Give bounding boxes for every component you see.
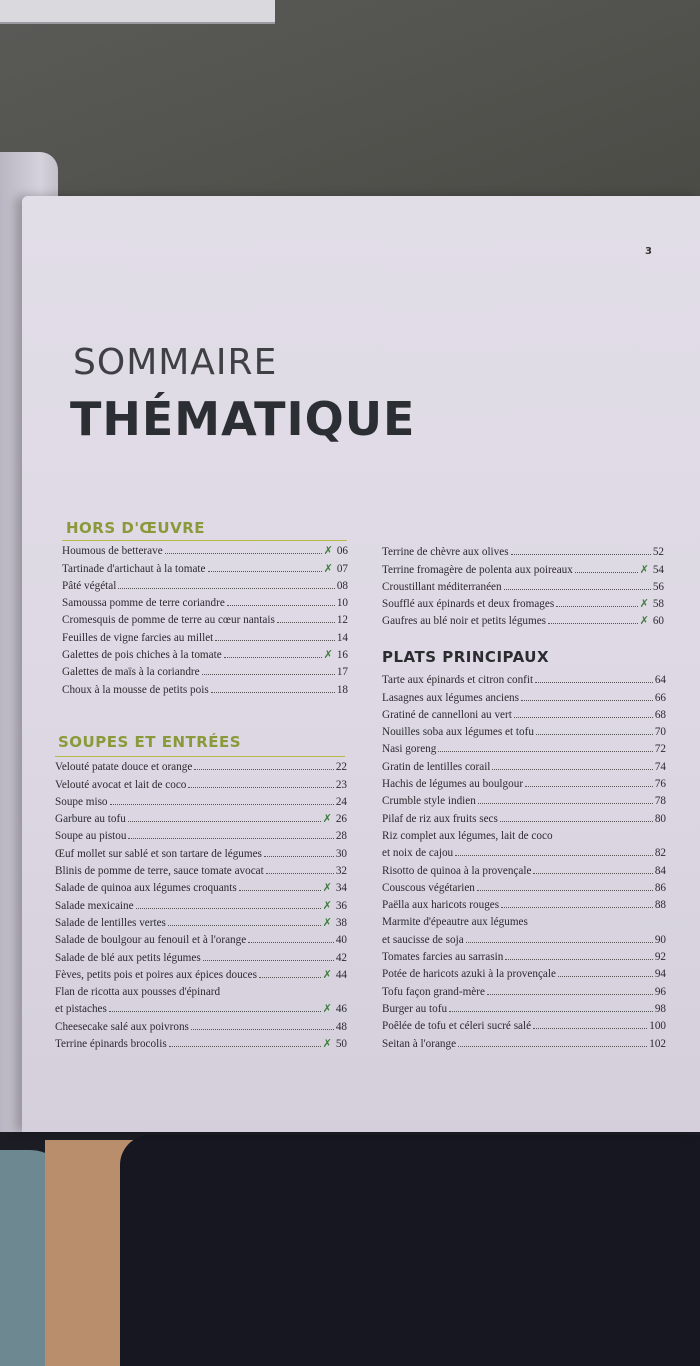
recipe-name: Gratiné de cannelloni au vert xyxy=(382,708,512,721)
page-ref: 78 xyxy=(654,795,666,808)
dot-leader xyxy=(188,787,333,788)
toc-entry xyxy=(382,946,666,963)
recipe-name: Seitan à l'orange xyxy=(382,1037,457,1050)
toc-entry xyxy=(382,704,666,721)
toc-entry xyxy=(55,842,347,859)
toc-list-plats xyxy=(382,669,666,1050)
dot-leader xyxy=(492,769,652,770)
dot-leader xyxy=(455,855,653,856)
page-ref: 26 xyxy=(335,813,347,826)
page-ref: 58 xyxy=(652,598,664,611)
dot-leader xyxy=(215,640,335,641)
recipe-name: Salade de boulgour au fenouil et à l'orange xyxy=(55,934,247,947)
recipe-name: Soupe miso xyxy=(55,795,108,808)
toc-entry xyxy=(382,593,664,610)
recipe-name: Tofu façon grand-mère xyxy=(382,985,485,998)
page-ref: 17 xyxy=(336,666,348,679)
toc-entry xyxy=(382,998,666,1015)
dot-leader xyxy=(248,942,334,943)
section-heading-plats: PLATS PRINCIPAUX xyxy=(382,648,550,666)
page-ref: 44 xyxy=(335,968,347,981)
toc-entry xyxy=(382,1015,666,1032)
page-ref: 60 xyxy=(652,615,664,628)
recipe-name: Soufflé aux épinards et deux fromages xyxy=(382,598,555,611)
recipe-name: Pâté végétal xyxy=(62,579,117,592)
page-ref: 84 xyxy=(654,864,666,877)
recipe-name: Terrine épinards brocolis xyxy=(55,1038,167,1051)
recipe-name: Salade de lentilles vertes xyxy=(55,916,166,929)
toc-entry xyxy=(382,755,666,772)
recipe-name: Terrine de chèvre aux olives xyxy=(382,546,509,559)
page-ref: 98 xyxy=(654,1002,666,1015)
page-ref: 86 xyxy=(654,881,666,894)
toc-entry xyxy=(55,808,347,825)
recipe-name: Garbure au tofu xyxy=(55,813,126,826)
toc-entry xyxy=(382,1032,666,1049)
page-ref: 40 xyxy=(335,934,347,947)
page-ref: 32 xyxy=(335,865,347,878)
page-ref: 74 xyxy=(654,760,666,773)
toc-entry xyxy=(62,661,348,678)
background-paper xyxy=(0,0,275,24)
dot-leader xyxy=(194,769,334,770)
dot-leader xyxy=(533,1028,647,1029)
recipe-name: Nouilles soba aux légumes et tofu xyxy=(382,726,534,739)
toc-entry xyxy=(62,540,348,557)
recipe-name: Samoussa pomme de terre coriandre xyxy=(62,597,225,610)
dot-leader xyxy=(202,674,335,675)
check-mark-icon: ✗ xyxy=(322,967,332,981)
toc-entry xyxy=(382,610,664,627)
page-ref: 96 xyxy=(654,985,666,998)
toc-entry xyxy=(55,912,347,929)
toc-entry xyxy=(62,592,348,609)
toc-entry xyxy=(382,576,664,593)
page-ref: 30 xyxy=(335,847,347,860)
toc-entry xyxy=(55,929,347,946)
dot-leader xyxy=(504,589,651,590)
dot-leader xyxy=(109,1011,321,1012)
recipe-name: et saucisse de soja xyxy=(382,933,464,946)
toc-entry xyxy=(382,859,666,876)
recipe-name: Potée de haricots azuki à la provençale xyxy=(382,968,556,981)
page-ref: 12 xyxy=(336,614,348,627)
check-mark-icon: ✗ xyxy=(639,614,649,628)
dot-leader xyxy=(191,1029,334,1030)
dot-leader xyxy=(208,571,322,572)
page-ref: 08 xyxy=(336,579,348,592)
check-mark-icon: ✗ xyxy=(322,812,332,826)
toc-entry xyxy=(55,860,347,877)
recipe-name: Riz complet aux légumes, lait de coco xyxy=(382,829,553,842)
page-ref: 16 xyxy=(336,649,348,662)
page-ref: 48 xyxy=(335,1020,347,1033)
recipe-name: Terrine fromagère de polenta aux poireaux xyxy=(382,563,573,576)
recipe-name: et pistaches xyxy=(55,1003,107,1016)
dot-leader xyxy=(118,588,334,589)
page-ref: 34 xyxy=(335,882,347,895)
toc-entry xyxy=(382,669,666,686)
page-ref: 06 xyxy=(336,545,348,558)
toc-entry xyxy=(55,877,347,894)
recipe-name: Flan de ricotta aux pousses d'épinard xyxy=(55,986,221,999)
dot-leader xyxy=(168,925,321,926)
dot-leader xyxy=(505,959,653,960)
recipe-name: Œuf mollet sur sablé et son tartare de légumes xyxy=(55,847,262,860)
recipe-name: Poêlée de tofu et céleri sucré salé xyxy=(382,1020,532,1033)
page-ref: 70 xyxy=(654,726,666,739)
recipe-name: Salade mexicaine xyxy=(55,899,134,912)
toc-entry xyxy=(382,928,666,945)
recipe-name: Pilaf de riz aux fruits secs xyxy=(382,812,498,825)
toc-entry xyxy=(55,981,347,998)
recipe-name: Salade de quinoa aux légumes croquants xyxy=(55,882,237,895)
toc-entry xyxy=(382,558,664,575)
dot-leader xyxy=(466,942,653,943)
dot-leader xyxy=(511,554,651,555)
dot-leader xyxy=(438,751,652,752)
dot-leader xyxy=(500,821,653,822)
recipe-name: Houmous de betterave xyxy=(62,545,163,558)
dot-leader xyxy=(533,873,652,874)
page-ref: 52 xyxy=(652,546,664,559)
toc-entry xyxy=(382,877,666,894)
page-ref: 22 xyxy=(335,761,347,774)
page-ref: 42 xyxy=(335,951,347,964)
recipe-name: et noix de cajou xyxy=(382,847,454,860)
dot-leader xyxy=(558,976,653,977)
page-ref: 14 xyxy=(336,631,348,644)
dot-leader xyxy=(211,692,335,693)
dot-leader xyxy=(477,890,653,891)
page-ref: 94 xyxy=(654,968,666,981)
page-ref: 23 xyxy=(335,778,347,791)
check-mark-icon: ✗ xyxy=(639,597,649,611)
toc-entry xyxy=(62,626,348,643)
dot-leader xyxy=(556,606,637,607)
recipe-name: Choux à la mousse de petits pois xyxy=(62,683,209,696)
recipe-name: Marmite d'épeautre aux légumes xyxy=(382,916,528,929)
dot-leader xyxy=(536,734,653,735)
toc-entry xyxy=(55,773,347,790)
dot-leader xyxy=(458,1046,647,1047)
recipe-name: Cromesquis de pomme de terre au cœur nantais xyxy=(62,614,275,627)
toc-entry xyxy=(382,963,666,980)
toc-entry xyxy=(382,790,666,807)
dot-leader xyxy=(136,908,321,909)
toc-list-entrees-suite xyxy=(382,541,664,627)
dot-leader xyxy=(128,821,321,822)
recipe-name: Galettes de pois chiches à la tomate xyxy=(62,649,222,662)
toc-entry xyxy=(382,541,664,558)
recipe-name: Velouté avocat et lait de coco xyxy=(55,778,187,791)
page-ref: 68 xyxy=(654,708,666,721)
page-ref: 07 xyxy=(336,562,348,575)
toc-entry xyxy=(62,609,348,626)
recipe-name: Gaufres au blé noir et petits légumes xyxy=(382,615,547,628)
check-mark-icon: ✗ xyxy=(322,915,332,929)
toc-entry xyxy=(382,894,666,911)
toc-entry xyxy=(55,894,347,911)
toc-entry xyxy=(382,911,666,928)
page-ref: 66 xyxy=(654,691,666,704)
check-mark-icon: ✗ xyxy=(639,562,649,576)
toc-entry xyxy=(62,557,348,574)
recipe-name: Salade de blé aux petits légumes xyxy=(55,951,201,964)
recipe-name: Soupe au pistou xyxy=(55,830,127,843)
dot-leader xyxy=(525,786,653,787)
toc-entry xyxy=(55,791,347,808)
toc-entry xyxy=(55,964,347,981)
page-ref: 92 xyxy=(654,951,666,964)
page-ref: 10 xyxy=(336,597,348,610)
toc-list-hors-doeuvre xyxy=(62,540,348,696)
dot-leader xyxy=(501,907,653,908)
page-ref: 28 xyxy=(335,830,347,843)
dot-leader xyxy=(487,994,653,995)
recipe-name: Paëlla aux haricots rouges xyxy=(382,899,500,912)
page-ref: 38 xyxy=(335,916,347,929)
dot-leader xyxy=(535,682,653,683)
dot-leader xyxy=(575,572,638,573)
recipe-name: Hachis de légumes au boulgour xyxy=(382,778,524,791)
dot-leader xyxy=(224,657,322,658)
page-ref: 72 xyxy=(654,743,666,756)
toc-entry xyxy=(62,575,348,592)
title-line-1: SOMMAIRE xyxy=(73,342,278,383)
toc-entry xyxy=(382,773,666,790)
dark-cloth xyxy=(120,1135,700,1366)
dot-leader xyxy=(264,856,334,857)
page-ref: 54 xyxy=(652,563,664,576)
recipe-name: Cheesecake salé aux poivrons xyxy=(55,1020,189,1033)
toc-list-soupes xyxy=(55,756,347,1050)
page-ref: 100 xyxy=(649,1020,666,1033)
recipe-name: Tomates farcies au sarrasin xyxy=(382,951,504,964)
dot-leader xyxy=(165,553,322,554)
check-mark-icon: ✗ xyxy=(322,1037,332,1051)
page-ref: 50 xyxy=(335,1038,347,1051)
page-ref: 64 xyxy=(654,674,666,687)
toc-entry xyxy=(55,1015,347,1032)
title-line-2: THÉMATIQUE xyxy=(70,392,416,446)
recipe-name: Croustillant méditerranéen xyxy=(382,580,502,593)
toc-entry xyxy=(62,644,348,661)
recipe-name: Crumble style indien xyxy=(382,795,476,808)
recipe-name: Blinis de pomme de terre, sauce tomate avocat xyxy=(55,865,264,878)
page-number: 3 xyxy=(645,246,652,257)
toc-entry xyxy=(382,842,666,859)
recipe-name: Fèves, petits pois et poires aux épices douces xyxy=(55,968,257,981)
section-heading-soupes: SOUPES ET ENTRÉES xyxy=(58,733,242,751)
page-ref: 88 xyxy=(654,899,666,912)
dot-leader xyxy=(266,873,334,874)
recipe-name: Tartinade d'artichaut à la tomate xyxy=(62,562,206,575)
recipe-name: Nasi goreng xyxy=(382,743,437,756)
dot-leader xyxy=(239,890,321,891)
recipe-name: Lasagnes aux légumes anciens xyxy=(382,691,519,704)
section-heading-hors-doeuvre: HORS D'ŒUVRE xyxy=(66,519,206,537)
dot-leader xyxy=(128,838,333,839)
toc-entry xyxy=(55,756,347,773)
recipe-name: Gratin de lentilles corail xyxy=(382,760,491,773)
page-ref: 24 xyxy=(335,795,347,808)
toc-entry xyxy=(382,980,666,997)
dot-leader xyxy=(227,605,335,606)
check-mark-icon: ✗ xyxy=(322,881,332,895)
check-mark-icon: ✗ xyxy=(323,648,333,662)
page-ref: 90 xyxy=(654,933,666,946)
dot-leader xyxy=(259,977,321,978)
recipe-name: Feuilles de vigne farcies au millet xyxy=(62,631,214,644)
dot-leader xyxy=(521,700,653,701)
recipe-name: Risotto de quinoa à la provençale xyxy=(382,864,532,877)
toc-entry xyxy=(382,825,666,842)
toc-entry xyxy=(382,807,666,824)
toc-entry xyxy=(55,1033,347,1050)
page-ref: 18 xyxy=(336,683,348,696)
dot-leader xyxy=(277,622,335,623)
dot-leader xyxy=(449,1011,653,1012)
recipe-name: Couscous végétarien xyxy=(382,881,475,894)
toc-entry xyxy=(62,678,348,695)
toc-entry xyxy=(382,686,666,703)
dot-leader xyxy=(548,623,638,624)
toc-entry xyxy=(55,998,347,1015)
page-ref: 82 xyxy=(654,847,666,860)
dot-leader xyxy=(514,717,653,718)
page-ref: 102 xyxy=(649,1037,666,1050)
recipe-name: Galettes de maïs à la coriandre xyxy=(62,666,200,679)
dot-leader xyxy=(169,1046,321,1047)
page-ref: 46 xyxy=(335,1003,347,1016)
page-ref: 56 xyxy=(652,580,664,593)
dot-leader xyxy=(110,804,334,805)
dot-leader xyxy=(478,803,653,804)
page-ref: 76 xyxy=(654,778,666,791)
check-mark-icon: ✗ xyxy=(322,898,332,912)
dot-leader xyxy=(203,960,334,961)
check-mark-icon: ✗ xyxy=(322,1002,332,1016)
page-ref: 80 xyxy=(654,812,666,825)
recipe-name: Velouté patate douce et orange xyxy=(55,761,193,774)
check-mark-icon: ✗ xyxy=(323,561,333,575)
check-mark-icon: ✗ xyxy=(323,544,333,558)
toc-entry xyxy=(55,946,347,963)
toc-entry xyxy=(382,738,666,755)
recipe-name: Tarte aux épinards et citron confit xyxy=(382,674,534,687)
recipe-name: Burger au tofu xyxy=(382,1002,448,1015)
toc-entry xyxy=(55,825,347,842)
toc-entry xyxy=(382,721,666,738)
page-ref: 36 xyxy=(335,899,347,912)
